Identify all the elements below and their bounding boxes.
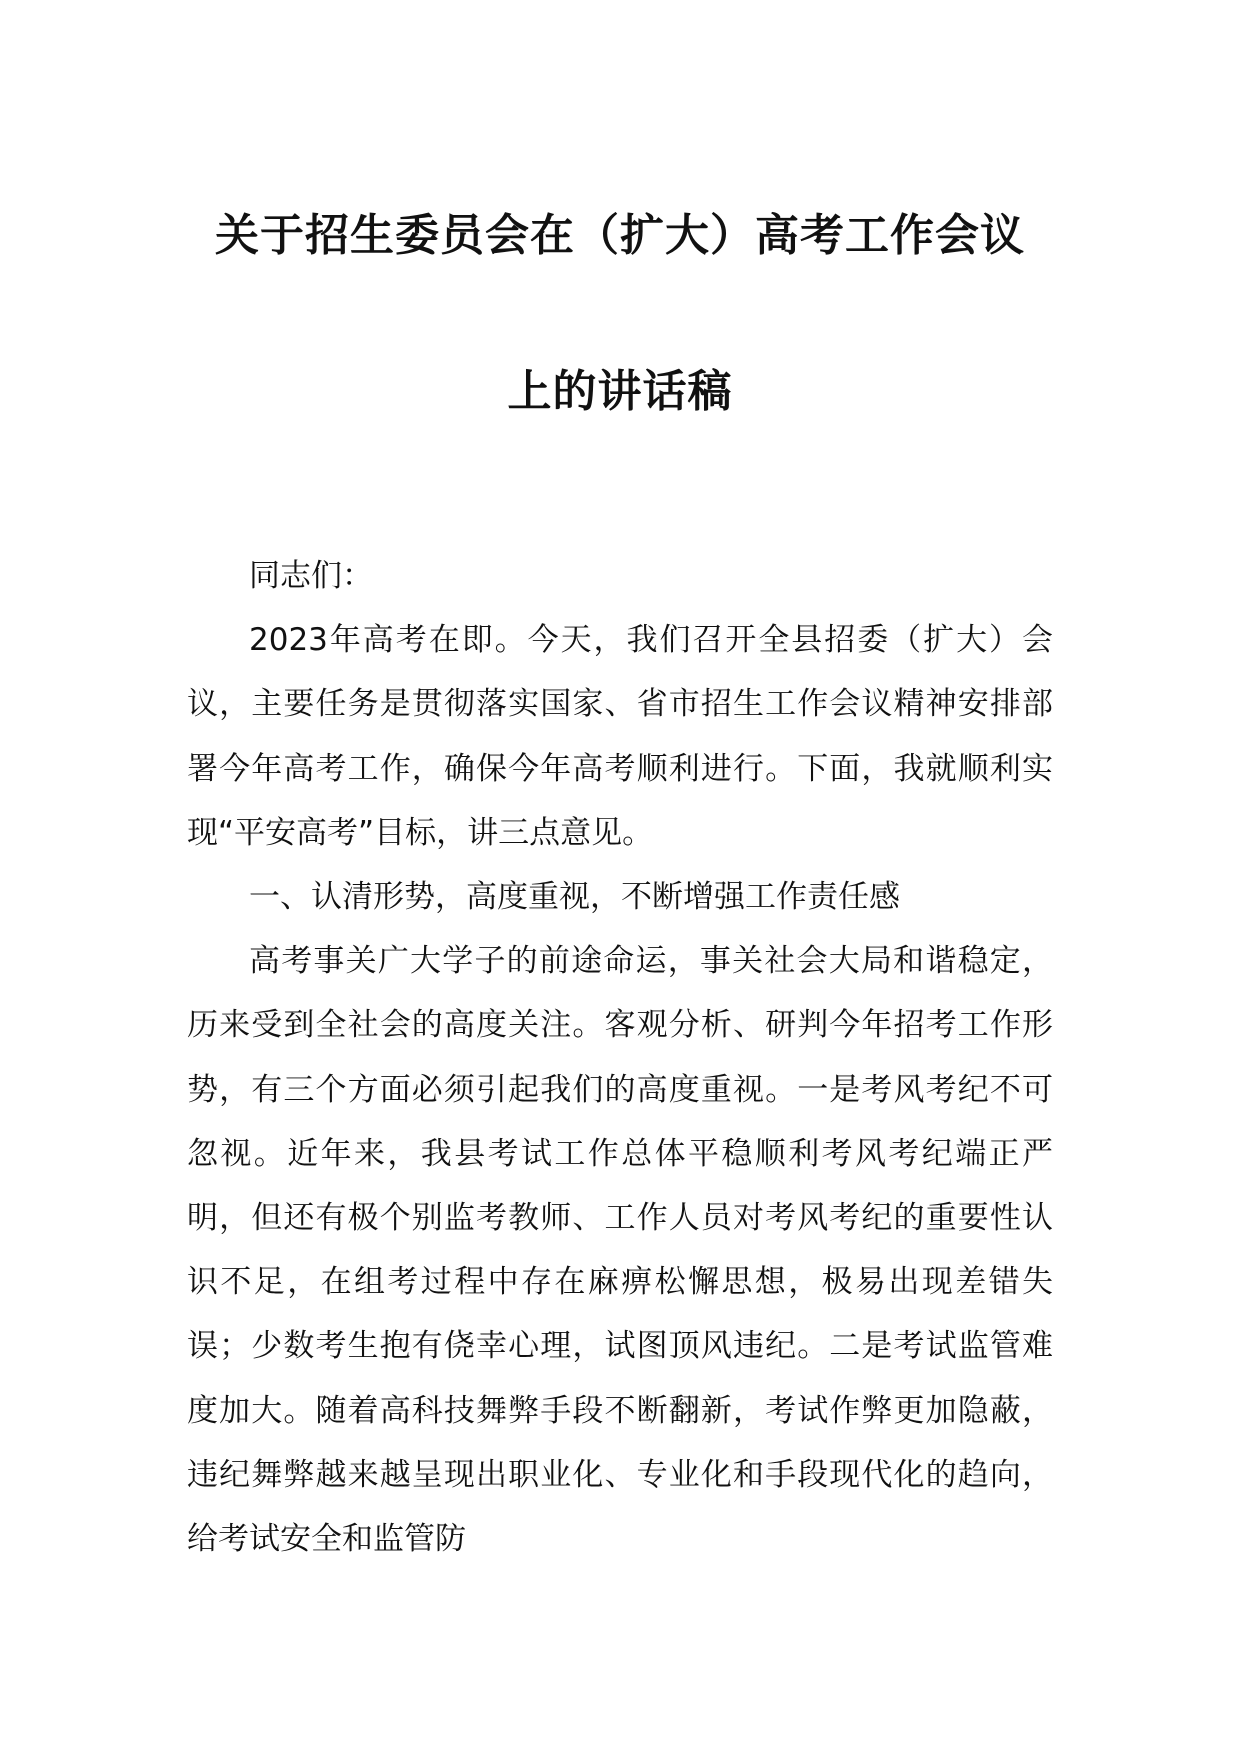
section-heading-1: 一、认清形势，高度重视，不断增强工作责任感 bbox=[249, 879, 900, 916]
salutation: 同志们： bbox=[249, 558, 373, 594]
paragraph-intro: 2023年高考在即。今天，我们召开全县招委（扩大）会议，主要任务是贯彻落实国家、省市招生工作会议精神安排部署今年高考工作，确保今年高考顺利进行。下面，我就顺利实现“平安高考”目标，讲三点意见。 bbox=[187, 622, 1053, 851]
paragraph-section-1: 高考事关广大学子的前途命运，事关社会大局和谐稳定，历来受到全社会的高度关注。客观分析、研判今年招考工作形势，有三个方面必须引起我们的高度重视。一是考风考纪不可忽视。近年来，我县考试工作总体平稳顺利考风考纪端正严明，但还有极个别监考教师、工作人员对考风考纪的重要性认识不足，在组考过程中存在麻痹松懈思想，极易出现差错失误；少数考生抱有侥幸心理，试图顶风违纪。二是考试监管难度加大。随着高科技舞弊手段不断翻新，考试作弊更加隐蔽，违纪舞弊越来越呈现出职业化、专业化和手段现代化的趋向，给考试安全和监管防 bbox=[187, 943, 1053, 1558]
document-title-line-1: 关于招生委员会在（扩大）高考工作会议 bbox=[215, 210, 1025, 261]
document-title-line-2: 上的讲话稿 bbox=[507, 366, 733, 417]
document-body bbox=[187, 544, 1053, 1571]
